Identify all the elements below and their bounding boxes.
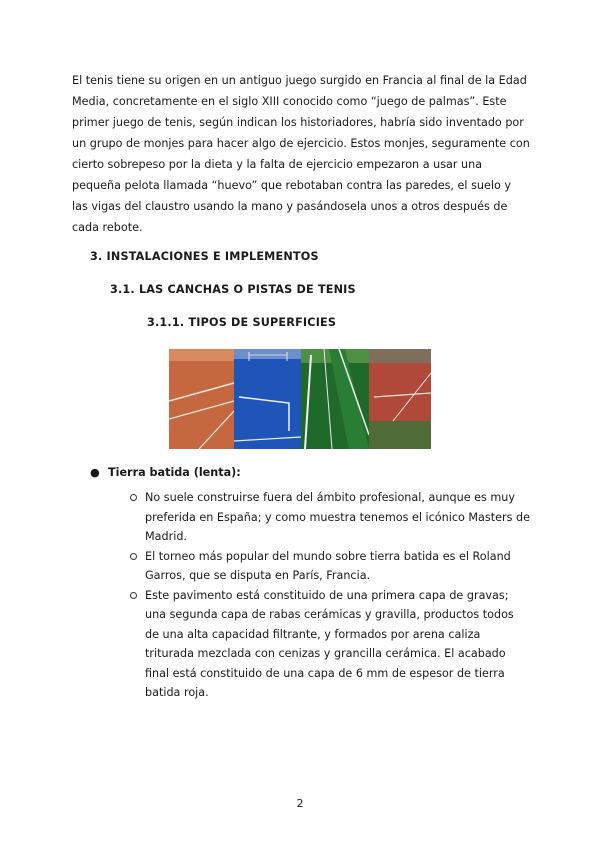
subsubsection-heading: 3.1.1. TIPOS DE SUPERFICIES [147, 316, 337, 329]
list-item: El torneo más popular del mundo sobre tierra batida es el Roland Garros, que se disputa en París, Francia. [130, 547, 530, 586]
circle-bullet-icon [130, 592, 137, 599]
list-item-tierra-batida [90, 466, 241, 479]
circle-bullet-icon [130, 494, 137, 501]
hard-court-panel [234, 349, 301, 449]
tennis-court-surfaces-photo [169, 349, 431, 449]
circle-bullet-icon [130, 553, 137, 560]
bullet-icon: ● [90, 466, 100, 479]
court-surfaces-illustration [169, 349, 431, 449]
list-item: No suele construirse fuera del ámbito profesional, aunque es muy preferida en España; y como muestra tenemos el icónico Masters de Madrid. [130, 488, 530, 547]
tierra-batida-sublist [130, 488, 530, 703]
subsection-heading: 3.1. LAS CANCHAS O PISTAS DE TENIS [110, 283, 356, 296]
list-item: Este pavimento está constituido de una primera capa de gravas; una segunda capa de rabas cerámicas y gravilla, productos todos de una alta capacidad filtrante, y formados por arena caliza triturada mezclada con cenizas y grancilla cerámica. El acabado final está constituido de una capa de 6 mm de espesor de tierra batida roja. [130, 586, 530, 703]
section-heading: 3. INSTALACIONES E IMPLEMENTOS [90, 250, 319, 263]
page-number: 2 [296, 797, 304, 810]
list-item-title: Tierra batida (lenta): [108, 466, 241, 479]
intro-paragraph: El tenis tiene su origen en un antiguo juego surgido en Francia al final de la Edad Media, concretamente en el siglo XIII conocido como “juego de palmas”. Este primer juego de tenis, según indican los historiadores, habría sido inventado por un grupo de monjes para hacer algo de ejercicio. Estos monjes, seguramente con cierto sobrepeso por la dieta y la falta de ejercicio empezaron a usar una pequeña pelota llamada “huevo” que rebotaban contra las paredes, el suelo y las vigas del claustro usando la mano y pasándosela unos a otros después de cada rebote. [72, 74, 530, 234]
